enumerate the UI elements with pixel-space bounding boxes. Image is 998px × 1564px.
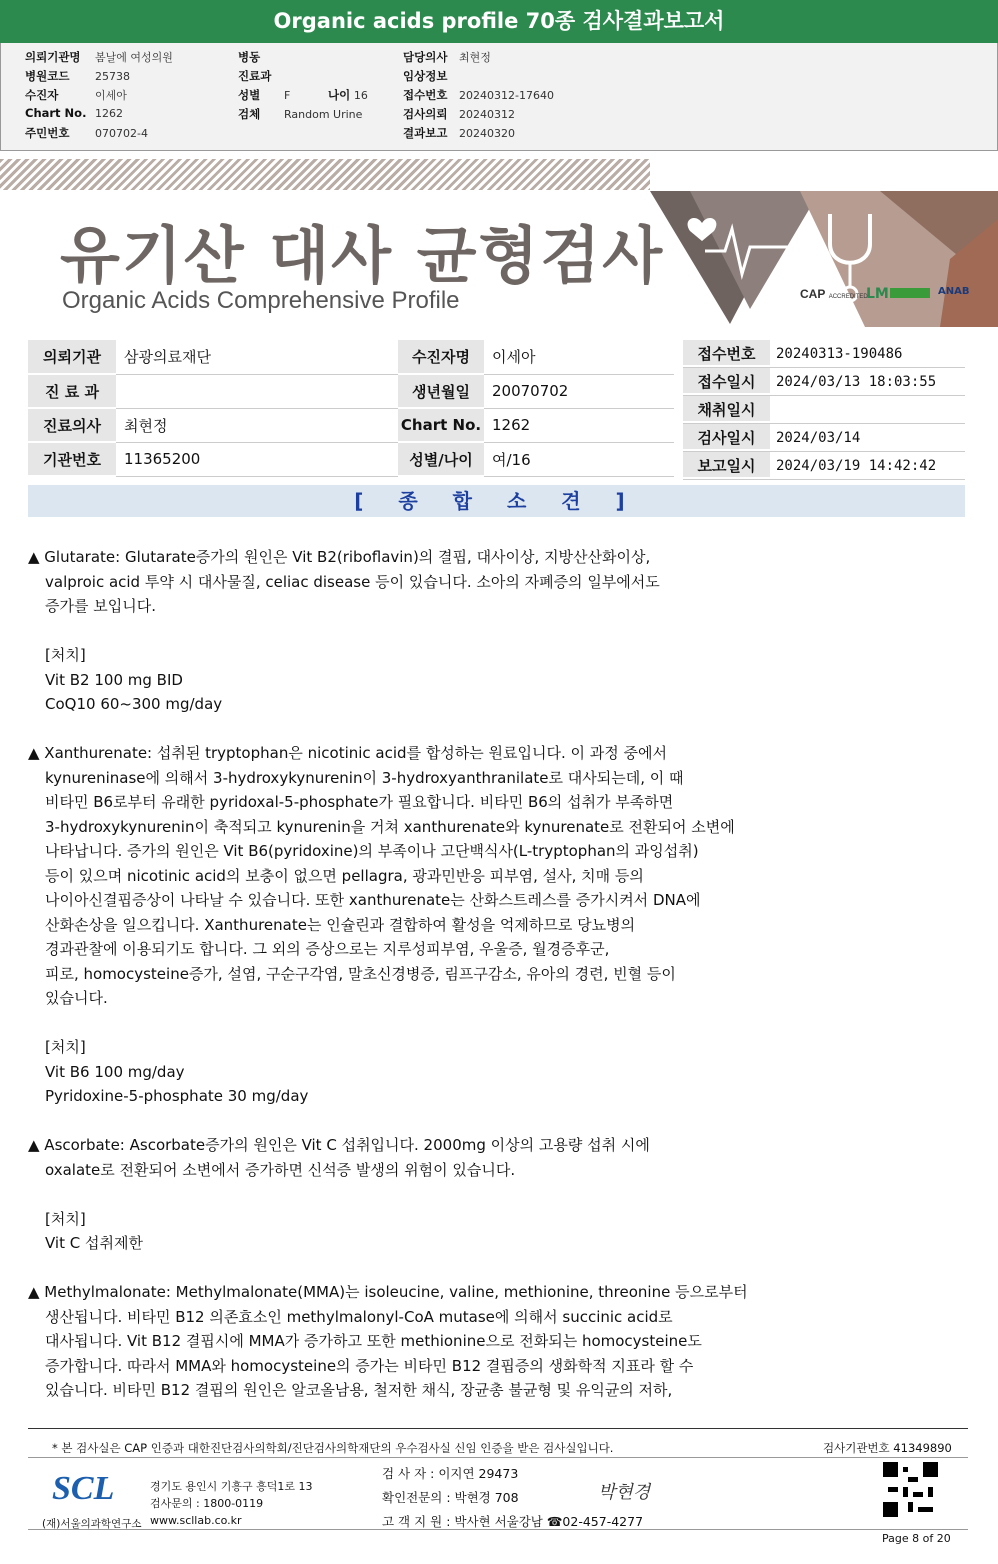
lab-address: 경기도 용인시 기흥구 흥덕1로 13 검사문의 : 1800-0119 www.scllab.co.kr xyxy=(150,1480,313,1527)
kfda-logo xyxy=(890,288,930,298)
header-field: 성별 F xyxy=(238,88,291,102)
receipt-value: 2024/03/19 14:42:42 xyxy=(776,458,937,474)
summary-line: valproic acid 투약 시 대사물질, celiac disease 등이 있습니다. 소아의 자폐증의 일부에서도 xyxy=(45,572,660,591)
summary-line: Vit C 섭취제한 xyxy=(45,1234,143,1252)
header-field: 임상정보 xyxy=(403,69,448,83)
banner-title-en: Organic Acids Comprehensive Profile xyxy=(62,287,460,314)
summary-line: CoQ10 60~300 mg/day xyxy=(45,695,223,713)
receipt-value: 2024/03/13 18:03:55 xyxy=(776,374,937,390)
summary-paragraph xyxy=(28,1280,788,1403)
info-value: 여/16 xyxy=(484,442,674,476)
header-field: 진료과 xyxy=(238,69,272,83)
summary-title: [ 종 합 소 견 ] xyxy=(28,485,965,517)
info-label: 진료의사 xyxy=(28,408,116,442)
info-value: 20070702 xyxy=(484,374,674,408)
receipt-label: 보고일시 xyxy=(683,452,770,479)
header-field: 결과보고 20240320 xyxy=(403,126,515,140)
info-label: 의뢰기관 xyxy=(28,340,116,374)
summary-line: 증가를 보입니다. xyxy=(45,597,156,615)
summary-line: ▲ Xanthurenate: 섭취된 tryptophan은 nicotinic acid를 합성하는 원료입니다. 이 과정 중에서 xyxy=(28,744,668,762)
summary-line: Vit B6 100 mg/day xyxy=(45,1062,185,1081)
receipt-value: 20240313-190486 xyxy=(776,346,903,362)
header-field: 담당의사 최현정 xyxy=(403,50,491,64)
scl-logo: SCL xyxy=(52,1470,115,1507)
summary-line: ▲ Methylmalonate: Methylmalonate(MMA)는 isoleucine, valine, methionine, threonine 등으로부터 xyxy=(28,1283,748,1301)
header-field: 의뢰기관명 봄날에 여성의원 xyxy=(25,50,173,64)
info-label: 수진자명 xyxy=(398,340,484,374)
staff-info: 검 사 자 : 이지연 29473 확인전문의 : 박현경 708 고 객 지 원 : 박사현 서울강남 ☎02-457-4277 xyxy=(382,1466,644,1529)
header-field: 검사의뢰 20240312 xyxy=(403,107,515,121)
banner-decoration xyxy=(650,159,998,327)
info-label: 성별/나이 xyxy=(398,442,484,476)
report-header xyxy=(0,43,998,151)
lab-name: (재)서울의과학연구소 xyxy=(42,1518,142,1530)
summary-line: ▲ Glutarate: Glutarate증가의 원인은 Vit B2(riboflavin)의 결핍, 대사이상, 지방산산화이상, xyxy=(28,548,651,566)
summary-line: 있습니다. xyxy=(45,989,108,1007)
summary-line: 3-hydroxykynurenin이 축적되고 kynurenin을 거쳐 xanthurenate와 kynurenate로 전환되어 소변에 xyxy=(45,817,735,836)
header-field: 수진자 이세아 xyxy=(25,88,127,102)
info-label: Chart No. xyxy=(398,408,484,442)
info-value xyxy=(116,374,398,408)
summary-line: 비타민 B6로부터 유래한 pyridoxal-5-phosphate가 필요합니다. 비타민 B6의 섭취가 부족하면 xyxy=(45,793,674,811)
receipt-row xyxy=(683,368,965,396)
summary-line: Vit B2 100 mg BID xyxy=(45,670,183,689)
summary-line: 산화손상을 일으킵니다. Xanthurenate는 인슐린과 결합하여 활성을 억제하므로 당뇨병의 xyxy=(45,915,636,934)
info-value: 삼광의료재단 xyxy=(116,340,398,374)
summary-line: Pyridoxine-5-phosphate 30 mg/day xyxy=(45,1087,309,1105)
header-field: 접수번호 20240312-17640 xyxy=(403,88,554,102)
institution-number: 검사기관번호 41349890 xyxy=(823,1441,952,1455)
anab-logo: ANAB xyxy=(938,286,970,297)
summary-line: 증가합니다. 따라서 MMA와 homocysteine의 증가는 비타민 B12 결핍증의 생화학적 지표라 할 수 xyxy=(45,1356,694,1375)
lm-logo: LM xyxy=(866,286,889,302)
info-label: 진 료 과 xyxy=(28,374,116,408)
receipt-row xyxy=(683,424,965,452)
summary-paragraph xyxy=(28,1207,788,1256)
page-number: Page 8 of 20 xyxy=(882,1532,951,1545)
age-label: 나이 16 xyxy=(328,88,368,102)
certification-note: * 본 검사실은 CAP 인증과 대한진단검사의학회/진단검사의학재단의 우수검사실 신임 인증을 받은 검사실입니다. xyxy=(52,1441,614,1455)
header-field: 검체 Random Urine xyxy=(238,107,363,121)
header-field: 병동 xyxy=(238,50,261,64)
info-value: 11365200 xyxy=(116,442,398,476)
banner-title-ko: 유기산 대사 균형검사 xyxy=(60,219,665,292)
receipt-value xyxy=(770,396,776,423)
receipt-label: 접수번호 xyxy=(683,340,770,367)
cap-logo: CAP ACCREDITED xyxy=(800,287,868,301)
receipt-label: 접수일시 xyxy=(683,368,770,395)
header-field: Chart No. 1262 xyxy=(25,106,123,120)
receipt-info-table xyxy=(683,340,965,480)
header-field: 주민번호 070702-4 xyxy=(25,126,148,140)
summary-line: 등이 있으며 nicotinic acid의 보충이 없으면 pellagra, 광과민반응 피부염, 설사, 치매 등의 xyxy=(45,866,644,885)
receipt-label: 채취일시 xyxy=(683,396,770,423)
receipt-row xyxy=(683,340,965,368)
info-value: 최현정 xyxy=(116,408,398,442)
summary-paragraph xyxy=(28,643,788,717)
summary-line: 대사됩니다. Vit B12 결핍시에 MMA가 증가하고 또한 methionine으로 전화되는 homocysteine도 xyxy=(45,1332,702,1350)
info-value: 1262 xyxy=(484,408,674,442)
info-value: 이세아 xyxy=(484,340,674,374)
signature: 박현경 xyxy=(598,1482,651,1503)
summary-paragraph xyxy=(28,1035,788,1109)
summary-line: [처치] xyxy=(45,646,86,664)
summary-line: oxalate로 전환되어 소변에서 증가하면 신석증 발생의 위험이 있습니다. xyxy=(45,1160,516,1179)
summary-paragraph xyxy=(28,545,788,619)
receipt-row xyxy=(683,396,965,424)
summary-line: 경과관찰에 이용되기도 합니다. 그 외의 증상으로는 지루성피부염, 우울증, 월경증후군, xyxy=(45,940,610,958)
summary-line: 생산됩니다. 비타민 B12 의존효소인 methylmalonyl-CoA mutase에 의해서 succinic acid로 xyxy=(45,1307,673,1326)
report-title-bar: Organic acids profile 70종 검사결과보고서 xyxy=(0,0,998,43)
summary-line: 나타납니다. 증가의 원인은 Vit B6(pyridoxine)의 부족이나 고단백식사(L-tryptophan의 과잉섭취) xyxy=(45,842,699,860)
summary-line: 나이아신결핍증상이 나타날 수 있습니다. 또한 xanthurenate는 산화스트레스를 증가시켜서 DNA에 xyxy=(45,891,701,909)
summary-line: [처치] xyxy=(45,1209,86,1228)
summary-line: kynureninase에 의해서 3-hydroxykynurenin이 3-hydroxyanthranilate로 대사되는데, 이 때 xyxy=(45,768,684,787)
summary-paragraph xyxy=(28,741,788,1011)
info-label: 생년월일 xyxy=(398,374,484,408)
summary-body xyxy=(28,545,788,1427)
info-label: 기관번호 xyxy=(28,442,116,476)
receipt-row xyxy=(683,452,965,480)
header-field: 병원코드 25738 xyxy=(25,69,130,83)
summary-paragraph xyxy=(28,1133,788,1182)
summary-line: ▲ Ascorbate: Ascorbate증가의 원인은 Vit C 섭취입니다. 2000mg 이상의 고용량 섭취 시에 xyxy=(28,1136,650,1154)
receipt-value: 2024/03/14 xyxy=(776,430,861,446)
footer-divider xyxy=(28,1428,968,1429)
summary-line: [처치] xyxy=(45,1038,86,1056)
qr-code-icon xyxy=(883,1462,938,1517)
summary-line: 피로, homocysteine증가, 설염, 구순구각염, 말초신경병증, 림프구감소, 유아의 경련, 빈혈 등이 xyxy=(45,964,676,983)
receipt-label: 검사일시 xyxy=(683,424,770,451)
summary-line: 있습니다. 비타민 B12 결핍의 원인은 알코올남용, 철저한 채식, 장균총 불균형 및 유익균의 저하, xyxy=(45,1381,673,1399)
